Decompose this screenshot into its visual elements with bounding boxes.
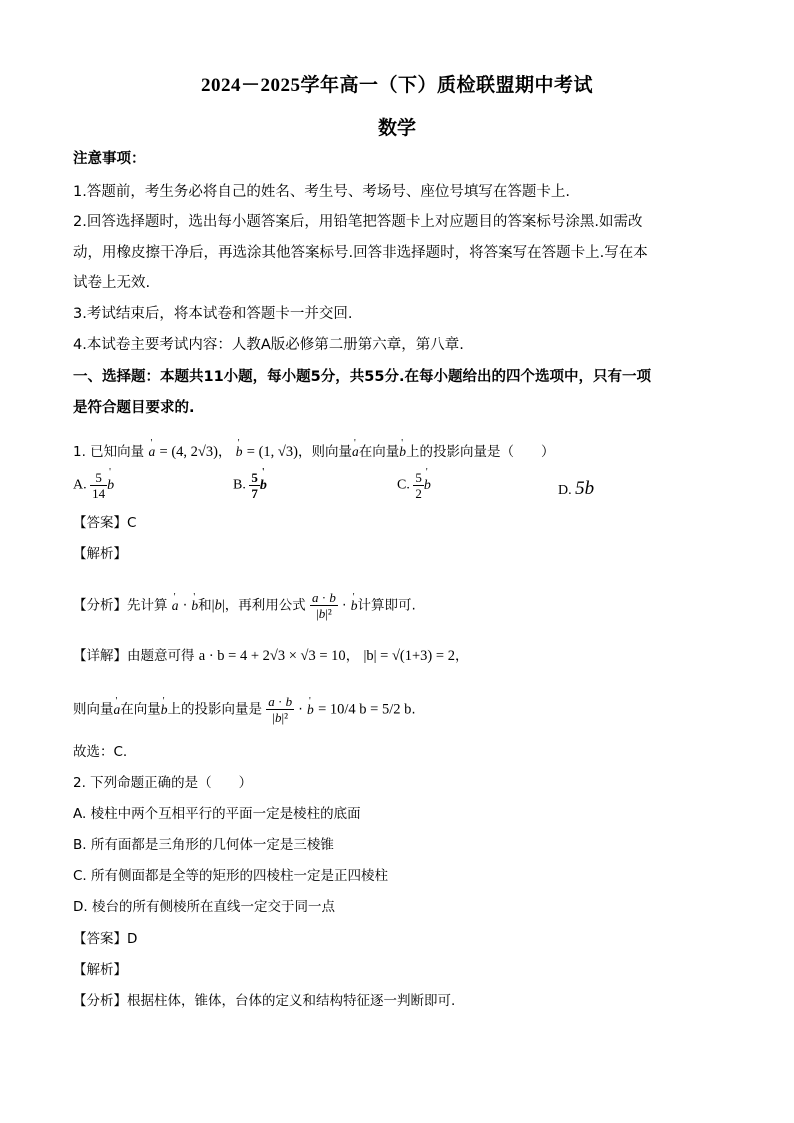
q1-stem-text-2: 在向量 [358, 444, 400, 460]
q1-a-value: = (4, 2√3) [159, 444, 218, 460]
fenxi-tag: 【分析】 [73, 597, 127, 614]
magnitude-calc: |b| = √(1+3) = 2 [363, 648, 455, 664]
answer-value: D [127, 931, 138, 947]
q1-fenxi: 【分析】先计算 ' a · ' b和|b|，再利用公式 $\frac{a \cdot b}{\text{|b|²}}$ · ' b计算即可. [73, 590, 723, 621]
proj-text: 则向量 [73, 701, 114, 718]
q1-stem: 1. 已知向量 ' a = (4, 2√3)， ' b = (1, √3)，则向量' a在向量' b上的投影向量是（ ） [73, 441, 723, 463]
fenxi-text: 根据柱体，锥体，台体的定义和结构特征逐一判断即可. [127, 993, 456, 1009]
option-d-value: 5b [575, 478, 595, 499]
exam-subject: 数学 [377, 118, 416, 139]
q2-answer [73, 928, 723, 950]
q2-stem: 2. 下列命题正确的是（ ） [73, 775, 253, 791]
vector-b: ' b [236, 444, 243, 459]
exam-title: 2024－2025学年高一（下）质检联盟期中考试 [200, 75, 593, 96]
xiangjie-text: 由题意可得 [127, 648, 195, 664]
q2-analysis-tag: 【解析】 [73, 962, 127, 978]
q2-fenxi [73, 990, 723, 1012]
option-label: A. [73, 477, 87, 493]
fraction: $\frac{5}{14}$ [92, 470, 106, 501]
q1-choose: 故选：C. [73, 744, 128, 760]
option-label: D. [558, 483, 572, 498]
vector-b: ' b [107, 478, 114, 493]
vector-a: ' a [114, 702, 121, 717]
notice-item-1: 1.答题前，考生务必将自己的姓名、考生号、考场号、座位号填写在答题卡上. [73, 184, 570, 200]
answer-value: C [127, 515, 137, 531]
q1-option-a [73, 470, 114, 501]
q2-option-b: B. 所有面都是三角形的几何体一定是三棱锥 [73, 837, 334, 853]
vector-b: ' b [191, 598, 198, 613]
q1-projection: 则向量' a在向量' b上的投影向量是 $\frac{a \cdot b}{\text{|b|²}}$ · ' b = 10/4 b = 5/2 b. [73, 694, 723, 725]
q1-option-b [233, 470, 267, 501]
q2-option-c: C. 所有侧面都是全等的矩形的四棱柱一定是正四棱柱 [73, 868, 389, 884]
vector-b: ' b [161, 702, 168, 717]
vector-b: ' b [351, 598, 358, 613]
vector-b: ' b [307, 702, 314, 717]
notice-item-3: 3.考试结束后，将本试卷和答题卡一并交回. [73, 306, 353, 322]
projection-formula: $\frac{a \cdot b}{\text{|b|²}}$ [312, 590, 336, 621]
notice-item-4: 4.本试卷主要考试内容：人教A版必修第二册第六章，第八章. [73, 337, 464, 353]
abs-b: |b| [211, 597, 225, 614]
fenxi-text: 计算即可. [357, 597, 416, 614]
notice-heading: 注意事项： [73, 151, 146, 167]
fraction: $\frac{5}{7}$ [251, 470, 258, 501]
vector-b: ' b [260, 478, 267, 493]
q1-analysis-tag: 【解析】 [73, 546, 127, 562]
q1-option-c [397, 470, 431, 501]
fenxi-text: ，再利用公式 [224, 597, 306, 614]
notice-item-2-line-2: 动，用橡皮擦干净后，再选涂其他答案标号.回答非选择题时，将答案写在答题卡上.写在本 [73, 245, 648, 261]
q1-b-value: = (1, √3) [246, 444, 298, 460]
fenxi-text: 和 [198, 597, 212, 614]
xiangjie-tag: 【详解】 [73, 648, 127, 664]
vector-b: ' b [424, 478, 431, 493]
vector-a: ' a [148, 444, 155, 459]
answer-tag: 【答案】 [73, 515, 127, 531]
section-1-heading-line-1: 一、选择题：本题共11小题，每小题5分，共55分.在每小题给出的四个选项中，只有一项 [73, 369, 651, 385]
vector-b: ' b [399, 444, 406, 459]
notice-item-2-line-3: 试卷上无效. [73, 275, 151, 291]
q1-answer [73, 512, 723, 534]
proj-text: 上的投影向量是 [167, 701, 262, 718]
q1-stem-text-3: 上的投影向量是（ ） [405, 444, 555, 460]
q1-xiangjie: 【详解】由题意可得 a · b = 4 + 2√3 × √3 = 10， |b| = √(1+3) = 2， [73, 648, 469, 664]
q1-option-d [558, 478, 594, 500]
fenxi-text: 先计算 [127, 597, 168, 614]
q2-option-d: D. 棱台的所有侧棱所在直线一定交于同一点 [73, 899, 335, 915]
q1-stem-text-1: ，则向量 [297, 444, 352, 460]
section-1-heading-line-2: 是符合题目要求的. [73, 400, 195, 416]
projection-formula: $\frac{a \cdot b}{\text{|b|²}}$ [268, 694, 293, 725]
proj-text: 在向量 [120, 701, 161, 718]
answer-tag: 【答案】 [73, 931, 127, 947]
notice-item-2-line-1: 2.回答选择题时，选出每小题答案后，用铅笔把答题卡上对应题目的答案标号涂黑.如需改 [73, 214, 643, 230]
option-label: B. [233, 477, 246, 493]
vector-a: ' a [172, 598, 179, 613]
q2-option-a: A. 棱柱中两个互相平行的平面一定是棱柱的底面 [73, 806, 361, 822]
fenxi-tag: 【分析】 [73, 993, 127, 1009]
vector-a: ' a [352, 444, 359, 459]
fraction: $\frac{5}{2}$ [415, 470, 422, 501]
q1-stem-prefix: 1. 已知向量 [73, 444, 145, 460]
option-label: C. [397, 477, 410, 493]
dot-product-calc: a · b = 4 + 2√3 × √3 = 10 [198, 648, 346, 664]
projection-result: = 10/4 b = 5/2 b [318, 701, 412, 718]
